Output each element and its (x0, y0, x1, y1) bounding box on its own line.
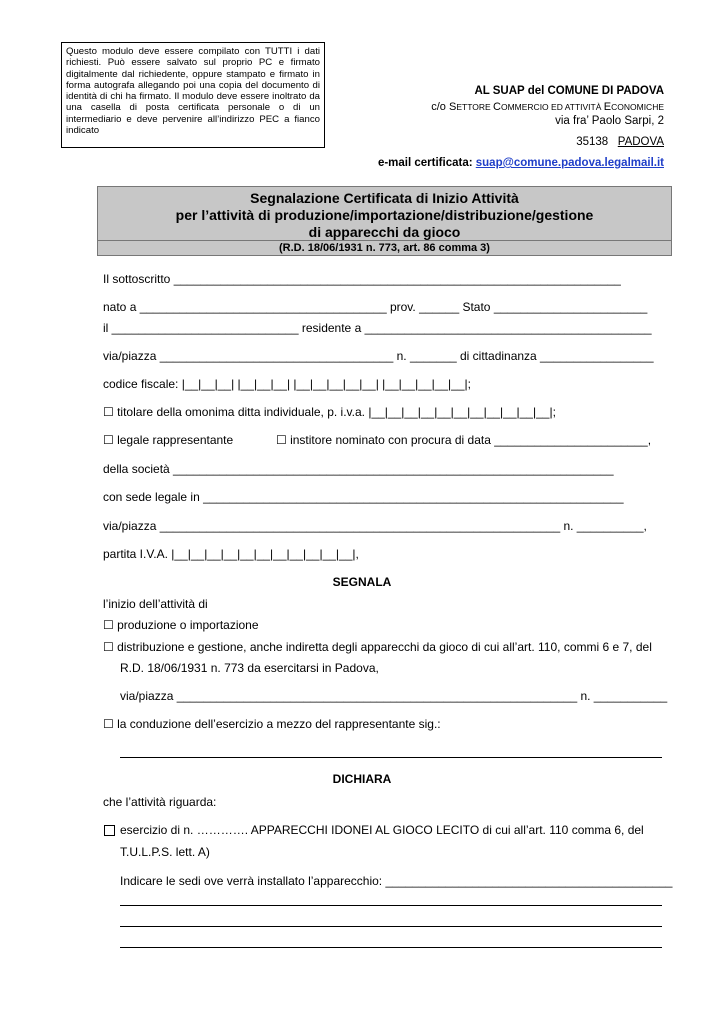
form-title-box (97, 186, 672, 256)
apparecchi-descrizione: esercizio di n. …………. APPARECCHI IDONEI AL GIOCO LECITO di cui all’art. 110 comma 6, del (120, 823, 644, 837)
instructions-notice: Questo modulo deve essere compilato con TUTTI i dati richiesti. Può essere salvato sul proprio PC e firmato digitalmente dal richiedente, oppure stampato e firmato in forma autografa allegando poi una copia del documento di identità di chi ha firmato. Il modulo deve essere inoltrato da una casella di posta certificata personale o di un intermediario e deve pervenire all’indirizzo PEC a fianco indicato (61, 42, 325, 148)
form-legal-reference: (R.D. 18/06/1931 n. 773, art. 86 comma 3) (98, 240, 671, 256)
dichiara-intro: che l’attività riguarda: (103, 795, 217, 809)
field-sede-legale[interactable]: con sede legale in _______________________________________________________________ (103, 490, 624, 504)
checkbox-institore[interactable]: ☐ institore nominato con procura di data _______________________, (276, 433, 652, 447)
field-nascita[interactable]: nato a _____________________________________ prov. ______ Stato _______________________ (103, 300, 648, 314)
recipient-title: AL SUAP del COMUNE DI PADOVA (474, 85, 664, 97)
field-sedi-line-1[interactable] (120, 905, 662, 906)
field-rappresentante-line[interactable] (120, 757, 662, 758)
field-sottoscritto[interactable]: Il sottoscritto ___________________________________________________________________ (103, 272, 621, 286)
recipient-pec: e-mail certificata: suap@comune.padova.legalmail.it (377, 157, 664, 169)
checkbox-produzione[interactable]: ☐ produzione o importazione (103, 618, 259, 632)
checkbox-apparecchi[interactable] (104, 825, 115, 836)
checkbox-distribuzione[interactable]: ☐ distribuzione e gestione, anche indiretta degli apparecchi da gioco di cui all’art. 110, commi 6 e 7, del (103, 640, 652, 654)
checkbox-legale-rappresentante[interactable]: ☐ legale rappresentante (103, 433, 234, 447)
field-via-esercizio[interactable]: via/piazza ____________________________________________________________ n. ___________ (120, 689, 668, 703)
field-data-residenza[interactable]: il ____________________________ residente a ___________________________________________ (103, 321, 652, 335)
pec-email-link[interactable]: suap@comune.padova.legalmail.it (475, 157, 664, 169)
segnala-heading: SEGNALA (332, 575, 392, 589)
field-sedi-installazione[interactable]: Indicare le sedi ove verrà installato l’apparecchio: ___________________________________________ (120, 874, 673, 888)
distribuzione-riferimento: R.D. 18/06/1931 n. 773 da esercitarsi in Padova, (120, 661, 379, 675)
field-via-societa[interactable]: via/piazza ____________________________________________________________ n. __________, (103, 519, 647, 533)
field-societa[interactable]: della società __________________________________________________________________ (103, 462, 614, 476)
recipient-office: c/o SETTORE COMMERCIO ED ATTIVITÀ ECONOMICHE (431, 101, 664, 113)
field-via-cittadinanza[interactable]: via/piazza ___________________________________ n. _______ di cittadinanza _________________ (103, 349, 654, 363)
recipient-address: via fra’ Paolo Sarpi, 2 (555, 115, 664, 127)
checkbox-conduzione[interactable]: ☐ la conduzione dell’esercizio a mezzo del rappresentante sig.: (103, 717, 441, 731)
apparecchi-lettera: T.U.L.P.S. lett. A) (120, 845, 210, 859)
field-codice-fiscale[interactable]: codice fiscale: |__|__|__| |__|__|__| |__|__|__|__|__| |__|__|__|__|__|; (103, 377, 471, 391)
dichiara-heading: DICHIARA (332, 772, 392, 786)
field-sedi-line-2[interactable] (120, 926, 662, 927)
field-sedi-line-3[interactable] (120, 947, 662, 948)
segnala-intro: l’inizio dell’attività di (103, 597, 208, 611)
field-partita-iva[interactable]: partita I.V.A. |__|__|__|__|__|__|__|__|__|__|__|, (103, 547, 359, 561)
form-title: Segnalazione Certificata di Inizio Attività per l’attività di produzione/importazione/distribuzione/gestione di apparecchi da gioco (175, 190, 594, 240)
recipient-city: 35138 PADOVA (576, 136, 664, 148)
checkbox-titolare[interactable]: ☐ titolare della omonima ditta individuale, p. i.v.a. |__|__|__|__|__|__|__|__|__|__|__|; (103, 405, 556, 419)
